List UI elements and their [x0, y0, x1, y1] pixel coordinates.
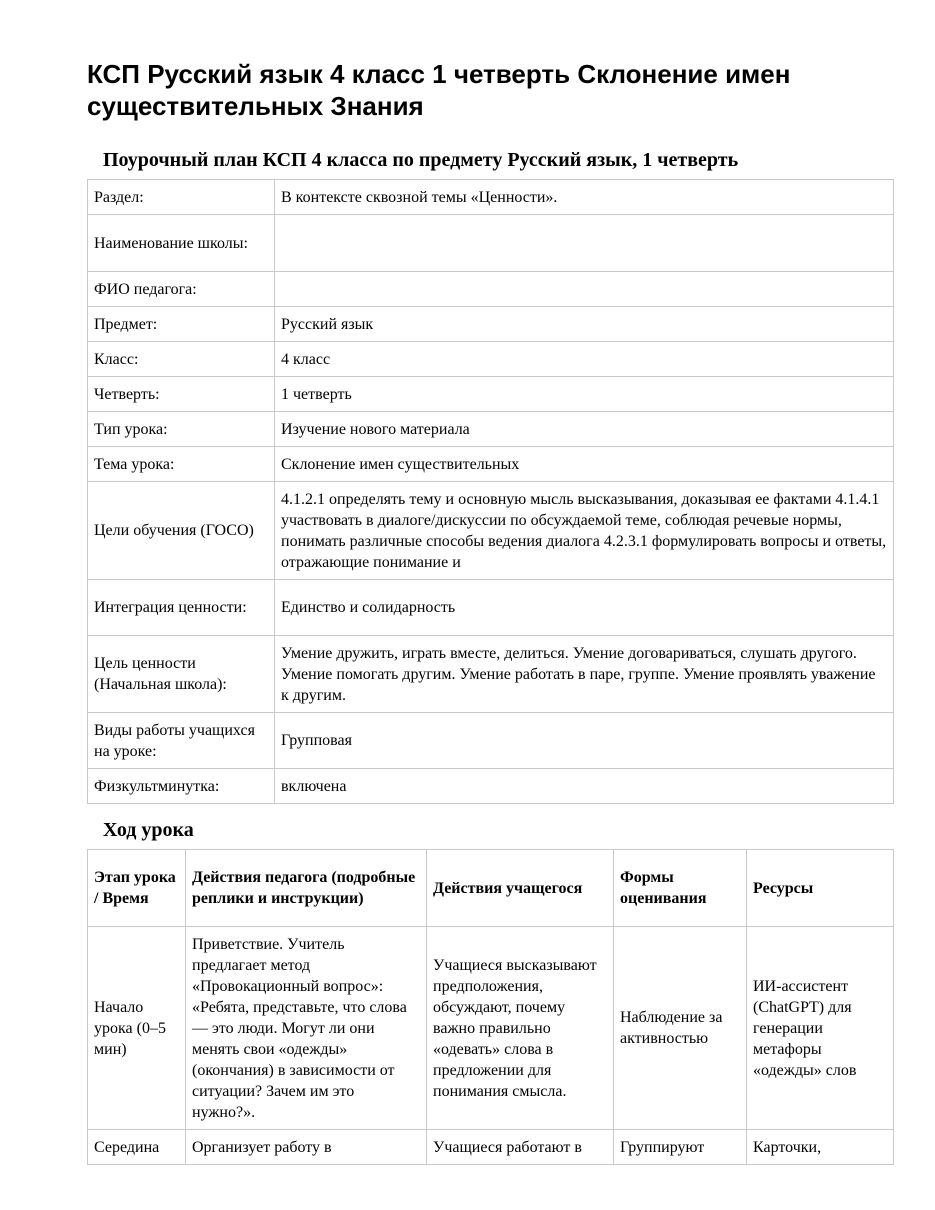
column-header-assessment: Формы оценивания [614, 850, 747, 927]
resources-cell: Карточки, [747, 1130, 894, 1165]
lesson-plan-table [87, 179, 894, 804]
row-label: Тип урока: [88, 412, 275, 447]
teacher-actions-cell: Организует работу в [186, 1130, 427, 1165]
resources-cell: ИИ-ассистент (ChatGPT) для генерации метафоры «одежды» слов [747, 927, 894, 1130]
row-label: ФИО педагога: [88, 272, 275, 307]
row-value: 1 четверть [275, 377, 894, 412]
row-label: Четверть: [88, 377, 275, 412]
column-header-student: Действия учащегося [427, 850, 614, 927]
row-label: Интеграция ценности: [88, 580, 275, 636]
row-label: Предмет: [88, 307, 275, 342]
row-value [275, 215, 894, 272]
row-label: Цель ценности (Начальная школа): [88, 636, 275, 713]
page-title: КСП Русский язык 4 класс 1 четверть Склонение имен существительных Знания [87, 59, 791, 121]
row-value: В контексте сквозной темы «Ценности». [275, 180, 894, 215]
table-row [88, 713, 894, 769]
row-value: Склонение имен существительных [275, 447, 894, 482]
student-actions-cell: Учащиеся работают в [427, 1130, 614, 1165]
column-header-stage: Этап урока / Время [88, 850, 186, 927]
student-actions-cell: Учащиеся высказывают предположения, обсуждают, почему важно правильно «одевать» слова в предложении для понимания смысла. [427, 927, 614, 1130]
table-row [88, 769, 894, 804]
row-label: Виды работы учащихся на уроке: [88, 713, 275, 769]
row-value: 4.1.2.1 определять тему и основную мысль высказывания, доказывая ее фактами 4.1.4.1 участвовать в диалоге/дискуссии по обсуждаемой теме, соблюдая речевые нормы, понимать различные способы ведения диалога 4.2.3.1 формулировать вопросы и ответы, отражающие понимание и [275, 482, 894, 580]
assessment-cell: Наблюдение за активностью [614, 927, 747, 1130]
row-label: Физкультминутка: [88, 769, 275, 804]
row-value: Изучение нового материала [275, 412, 894, 447]
row-label: Цели обучения (ГОСО) [88, 482, 275, 580]
stage-cell: Середина [88, 1130, 186, 1165]
lesson-plan-heading: Поурочный план КСП 4 класса по предмету Русский язык, 1 четверть [103, 149, 739, 171]
row-value: Русский язык [275, 307, 894, 342]
row-value: Умение дружить, играть вместе, делиться. Умение договариваться, слушать другого. Умение помогать другим. Умение работать в паре, группе. Умение проявлять уважение к другим. [275, 636, 894, 713]
table-row [88, 1130, 894, 1165]
stage-cell: Начало урока (0–5 мин) [88, 927, 186, 1130]
row-value: Групповая [275, 713, 894, 769]
table-row [88, 636, 894, 713]
row-label: Раздел: [88, 180, 275, 215]
row-value [275, 272, 894, 307]
row-value: Единство и солидарность [275, 580, 894, 636]
row-label: Наименование школы: [88, 215, 275, 272]
table-row [88, 272, 894, 307]
row-value: 4 класс [275, 342, 894, 377]
teacher-actions-cell: Приветствие. Учитель предлагает метод «Провокационный вопрос»: «Ребята, представьте, что слова — это люди. Могут ли они менять свои «одежды» (окончания) в зависимости от ситуации? Зачем им это нужно?». [186, 927, 427, 1130]
lesson-process-heading: Ход урока [103, 819, 194, 841]
table-row [88, 412, 894, 447]
table-row [88, 180, 894, 215]
table-row [88, 447, 894, 482]
table-header-row [88, 850, 894, 927]
table-row [88, 580, 894, 636]
row-label: Тема урока: [88, 447, 275, 482]
table-row [88, 215, 894, 272]
column-header-resources: Ресурсы [747, 850, 894, 927]
table-row [88, 307, 894, 342]
lesson-process-table [87, 849, 894, 1165]
column-header-teacher: Действия педагога (подробные реплики и инструкции) [186, 850, 427, 927]
assessment-cell: Группируют [614, 1130, 747, 1165]
row-value: включена [275, 769, 894, 804]
table-row [88, 377, 894, 412]
table-row [88, 482, 894, 580]
table-row [88, 927, 894, 1130]
row-label: Класс: [88, 342, 275, 377]
table-row [88, 342, 894, 377]
